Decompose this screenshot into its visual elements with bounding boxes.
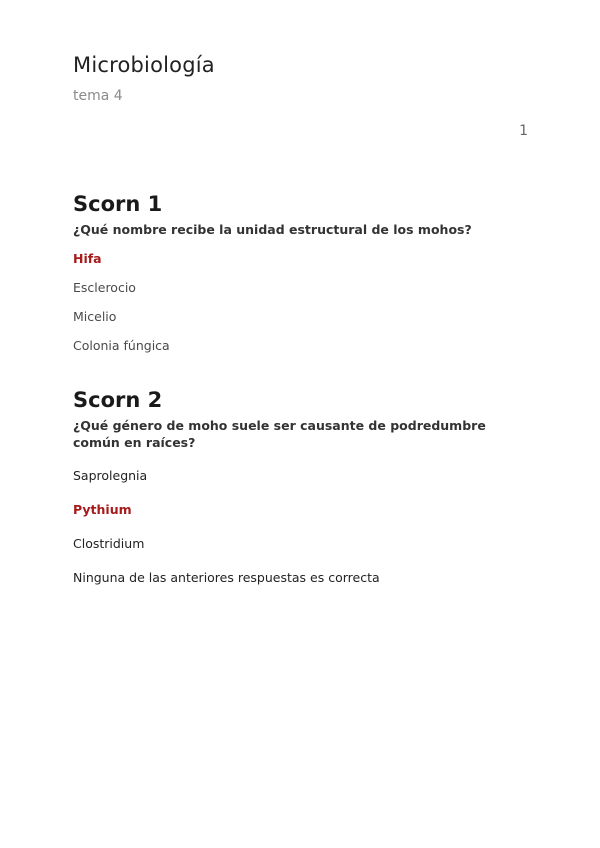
answer-option: Micelio: [73, 309, 117, 324]
answer-option: Colonia fúngica: [73, 338, 170, 353]
answer-option: Esclerocio: [73, 280, 136, 295]
document-subtitle: tema 4: [73, 88, 123, 104]
question-text: ¿Qué nombre recibe la unidad estructural de los mohos?: [73, 222, 472, 237]
answer-option: Clostridium: [73, 536, 145, 551]
section-title: Scorn 2: [73, 388, 163, 412]
question-section-1: [73, 190, 493, 367]
question-section-2: [73, 386, 493, 604]
answer-options: [73, 468, 493, 586]
answer-options: [73, 251, 493, 354]
section-title: Scorn 1: [73, 192, 163, 216]
answer-option: Saprolegnia: [73, 468, 148, 483]
answer-option-correct: Hifa: [73, 251, 102, 266]
page-number: 1: [519, 123, 528, 139]
answer-option: Ninguna de las anteriores respuestas es correcta: [73, 570, 380, 585]
answer-option-correct: Pythium: [73, 502, 132, 517]
question-text: ¿Qué género de moho suele ser causante de podredumbre común en raíces?: [73, 418, 486, 450]
document-title: Microbiología: [73, 53, 215, 77]
